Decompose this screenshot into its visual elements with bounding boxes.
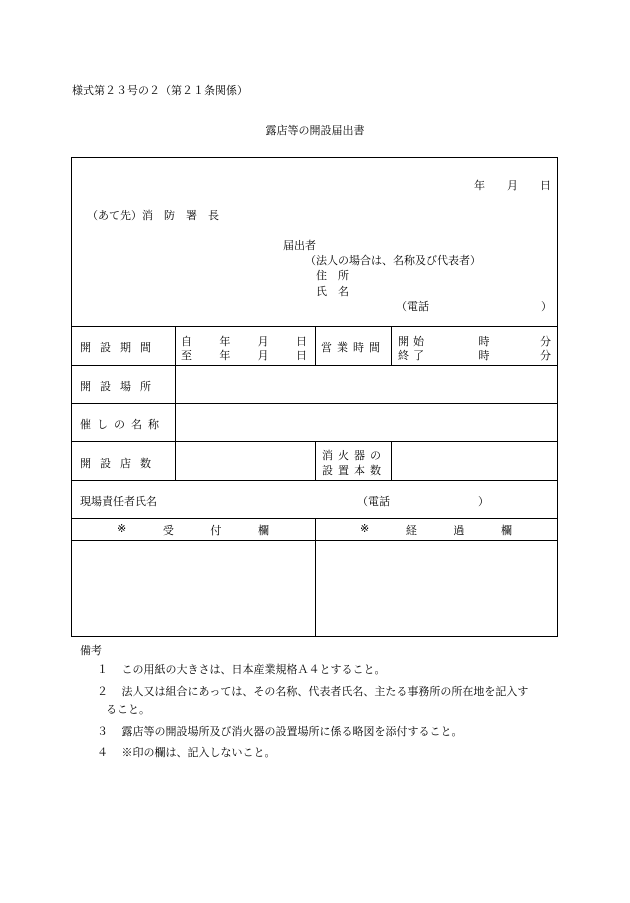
column-divider <box>315 326 316 365</box>
progress-column-header <box>360 522 512 538</box>
hours-end-label: 終了 <box>398 349 428 362</box>
progress-mark: ※ <box>360 522 370 535</box>
note-text: 露店等の開設場所及び消火器の設置場所に係る略図を添付すること。 <box>121 725 463 738</box>
period-to-label: 至 <box>181 349 192 362</box>
note-continuation: ること。 <box>106 703 150 716</box>
note-item <box>97 723 463 739</box>
manager-phone-close: ） <box>478 495 489 508</box>
period-to-year: 年 <box>219 349 231 362</box>
bottom-column-divider <box>315 518 316 637</box>
period-to-line <box>181 347 307 363</box>
progress-char-2: 過 <box>453 524 465 537</box>
row-divider <box>72 480 557 481</box>
manager-phone-label: （電話 <box>357 495 390 508</box>
form-number: 様式第２３号の２（第２１条関係） <box>72 84 248 97</box>
address-label: 住 所 <box>316 269 349 282</box>
progress-char-3: 欄 <box>501 524 512 537</box>
corporation-note: （法人の場合は、名称及び代表者） <box>305 254 481 267</box>
note-text: ※印の欄は、記入しないこと。 <box>121 746 276 759</box>
period-to-day: 日 <box>295 349 307 362</box>
period-from-month: 月 <box>257 335 269 348</box>
row-divider <box>72 365 557 366</box>
event-name-label: 催しの名称 <box>80 418 165 431</box>
period-to-month: 月 <box>257 349 269 362</box>
phone-label: （電話 <box>396 300 429 313</box>
note-item <box>97 661 386 677</box>
reception-char-2: 付 <box>210 524 222 537</box>
extinguisher-label-line1: 消火器の <box>322 449 386 462</box>
notifier-label: 届出者 <box>283 239 316 252</box>
note-number: ２ <box>97 685 108 698</box>
reception-column-header <box>117 522 269 538</box>
hours-start-hour: 時 <box>478 335 490 348</box>
hours-start-minute: 分 <box>540 335 551 348</box>
hours-start-label: 開始 <box>398 335 428 348</box>
period-label: 開設期間 <box>80 341 160 354</box>
note-item <box>97 744 276 760</box>
note-text: 法人又は組合にあっては、その名称、代表者氏名、主たる事務所の所在地を記入す <box>121 685 529 698</box>
hours-end-line <box>398 347 551 363</box>
progress-char-1: 経 <box>405 524 417 537</box>
form-table <box>71 157 558 637</box>
hours-end-hour: 時 <box>478 349 490 362</box>
manager-label: 現場責任者氏名 <box>80 495 157 508</box>
location-label: 開設場所 <box>80 380 160 393</box>
period-from-year: 年 <box>219 335 231 348</box>
column-divider <box>391 441 392 480</box>
column-divider <box>315 441 316 480</box>
date-line <box>474 177 551 193</box>
reception-mark: ※ <box>117 522 127 535</box>
row-divider <box>72 403 557 404</box>
period-from-day: 日 <box>295 335 307 348</box>
period-from-label: 自 <box>181 335 192 348</box>
name-label: 氏 名 <box>316 285 349 298</box>
note-number: ３ <box>97 725 108 738</box>
notes-heading: 備考 <box>80 644 102 657</box>
addressee: （あて先）消 防 署 長 <box>87 209 219 222</box>
column-divider <box>391 326 392 365</box>
phone-close: ） <box>541 300 552 313</box>
note-item <box>97 683 528 699</box>
date-month: 月 <box>507 179 518 192</box>
form-title: 露店等の開設届出書 <box>265 124 365 137</box>
store-count-label: 開設店数 <box>80 457 160 470</box>
note-text: この用紙の大きさは、日本産業規格Ａ４とすること。 <box>121 663 386 676</box>
date-year: 年 <box>474 179 485 192</box>
note-number: １ <box>97 663 108 676</box>
note-number: ４ <box>97 746 108 759</box>
reception-char-3: 欄 <box>258 524 269 537</box>
reception-char-1: 受 <box>162 524 174 537</box>
date-day: 日 <box>540 179 551 192</box>
extinguisher-label-line2: 設置本数 <box>322 464 386 477</box>
hours-end-minute: 分 <box>540 349 551 362</box>
hours-label: 営業時間 <box>321 341 385 354</box>
label-column-divider <box>175 326 176 480</box>
